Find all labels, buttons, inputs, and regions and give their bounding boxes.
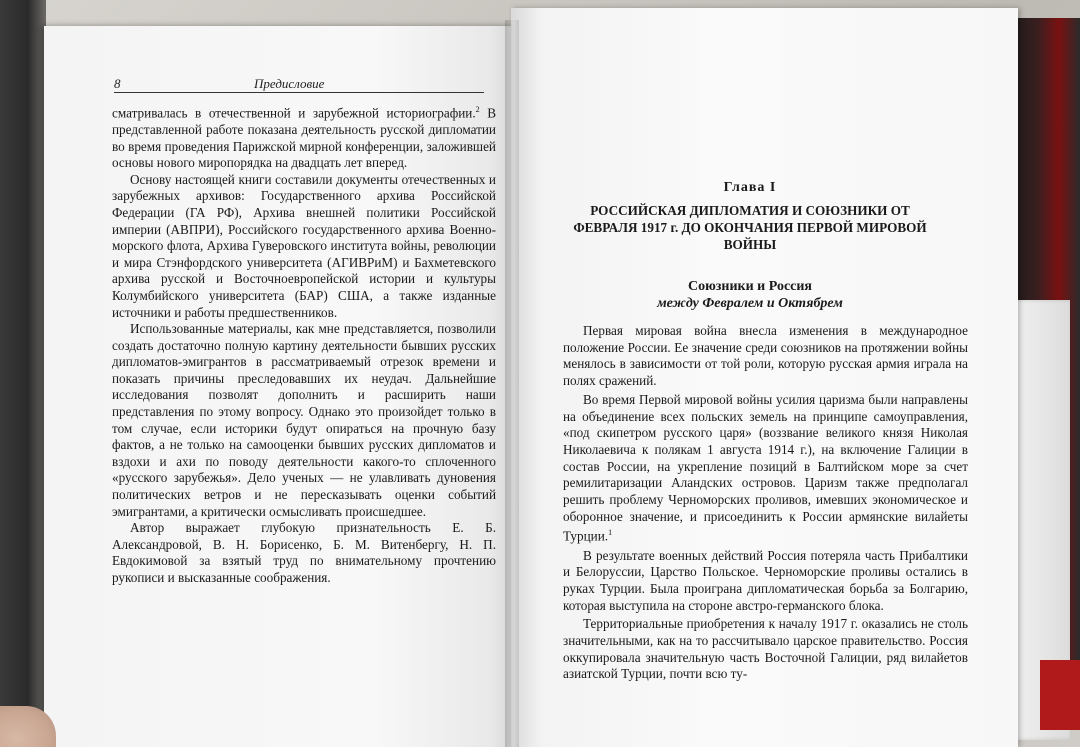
chapter-number: Глава I xyxy=(723,180,777,195)
left-page-body xyxy=(112,102,496,587)
paragraph: В результате военных действий Россия потеряла часть Прибалтики и Белоруссии, Царство Польское. Черноморские проливы остались в руках Турции. Была проиграна дипломатическая борьба за Болгарию, которая выступила на стороне австро-германского блока. xyxy=(563,547,968,613)
section-title-line1: Союзники и Россия xyxy=(687,279,813,294)
section-title-line2: между Февралем и Октябрем xyxy=(657,296,843,311)
section-title xyxy=(585,278,915,312)
paragraph: Основу настоящей книги составили документы отечественных и зарубежных архивов: Государственного архива Российской Федерации (ГА РФ), Архива внешней политики Российской империи (АВПРИ), Российского государственного архива Военно-морского флота, Архива Гуверовского института войны, революции и мира Стэнфордского университета (АГИВРиМ) и Бахметевского архива русской и Восточноевропейской истории и культуры Колумбийского университета (БАР) США, а также изданные источники и работы предшественников. xyxy=(112,171,496,320)
paragraph: Во время Первой мировой войны усилия царизма были направлены на объединение всех польских земель на принципе самоуправления, «под скипетром русского царя» (воззвание великого князя Николая Николаевича к полякам 1 августа 1914 г.), на включение Галиции в состав России, на укрепление позиций в Балтийском море за счет ремилитаризации Аландских островов. Царизм также предполагал решить проблему Черноморских проливов, имевших экономическое и оборонное значение, и присоединить к России армянские вилайеты Турции.$^1$ xyxy=(563,391,968,544)
dark-background-left xyxy=(0,0,46,747)
page-number: 8 xyxy=(114,76,121,91)
chapter-title: РОССИЙСКАЯ ДИПЛОМАТИЯ И СОЮЗНИКИ ОТ ФЕВРАЛЯ 1917 г. ДО ОКОНЧАНИЯ ПЕРВОЙ МИРОВОЙ ВОЙНЫ xyxy=(573,203,927,252)
running-head-title: Предисловие xyxy=(254,76,325,91)
paragraph: Использованные материалы, как мне представляется, позволили создать достаточно полную картину деятельности бывших русских дипломатов-эмигрантов в рассматриваемый отрезок времени и показать причины преследовавших их неудач. Дальнейшие исследования позволят дополнить и расширить наши представления по этому вопросу. Однако это произойдет только в том случае, если историки будут опираться на прочную базу фактов, а не только на самооценки бывших русских дипломатов и вздохи и ахи по поводу деятельности какого-то сплоченного «русского зарубежья». Дело ученых — не улавливать дуновения политических ветров и не пересказывать оценки событий эмигрантами, а критически осмысливать происшедшее. xyxy=(112,321,496,519)
footnote-ref: 1 xyxy=(608,528,613,538)
red-cover-corner xyxy=(1040,660,1080,730)
footnote-ref: 2 xyxy=(475,105,480,114)
right-page-body xyxy=(563,323,968,685)
book-gutter xyxy=(505,20,519,747)
paragraph-continuation: В представленной работе показана деятельность русской дипломатии во время проведения Парижской мирной конференции, заложившей основы нового миропорядка на двадцать лет вперед. xyxy=(112,105,496,171)
paragraph: Территориальные приобретения к началу 1917 г. оказались не столь значительными, как на то рассчитывало царское правительство. Россия оккупировала значительную часть Восточной Галиции, ряд вилайетов азиатской Турции, почти всю ту- xyxy=(563,616,968,682)
paragraph: Автор выражает глубокую признательность Е. Б. Александровой, В. Н. Борисенко, Б. М. Витенбергу, Н. П. Евдокимовой за взятый труд по внимательному прочтению рукописи и высказанные соображения. xyxy=(112,520,496,586)
paragraph: Первая мировая война внесла изменения в международное положение России. Ее значение среди союзников на протяжении войны менялось в зависимости от той роли, которую русская армия играла на полях сражений. xyxy=(563,323,968,389)
header-rule xyxy=(114,92,484,93)
running-head xyxy=(114,72,484,92)
paragraph: сматривалась в отечественной и зарубежной историографии.$^2$ В представленной работе показана деятельность русской дипломатии во время проведения Парижской мирной конференции, заложившей основы нового миропорядка на двадцать лет вперед. xyxy=(112,105,496,171)
